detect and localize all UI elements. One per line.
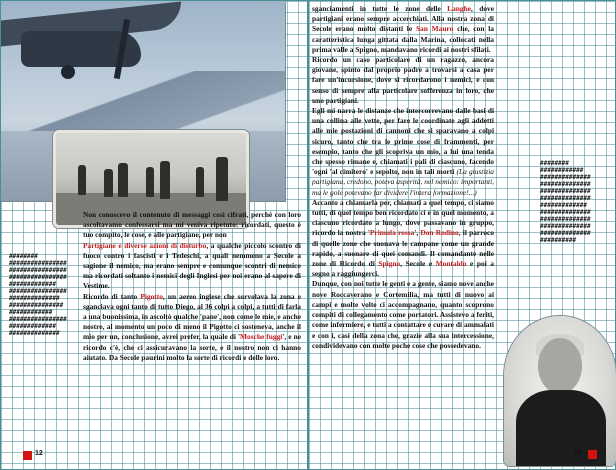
highlighted-name: Montaldo xyxy=(435,259,467,269)
text-segment: sganciamenti in tutte le zone delle xyxy=(312,4,448,13)
text-segment: Ricordo un caso particolare di un ragazzo, ancora giovane, spinto dal proprio padre a trovarsi a casa per fare un'incursione, dove si ricordarono i nemici, e con senso di sempre alla particolare sofferenza in loro, che uno partigiani. xyxy=(312,55,494,105)
highlighted-name: Langhe xyxy=(447,4,471,13)
highlighted-name: Partigiane e diverse azioni di disturbo xyxy=(83,240,207,250)
redacted-line: ################ xyxy=(9,316,67,323)
redacted-line: ################ xyxy=(9,288,67,295)
text-segment: , il parroco di quelle zone che suonava le campane come un grande rapido, a suonare di quei comandi. Il comandante nelle zone di Ricordo di xyxy=(312,228,495,269)
text-segment: che, con la caratteristica lunga gittata dalla Marina, collocati nella prima valle a Spigno, mandavano ricordi ai nostri sfilati. xyxy=(312,24,495,54)
highlighted-name: Mosche fuggi xyxy=(240,332,283,342)
redacted-line: ############# xyxy=(540,202,587,209)
redacted-line: ############ xyxy=(9,309,53,316)
paragraph xyxy=(83,241,301,292)
redacted-line: ############## xyxy=(9,295,60,302)
text-segment: , Secole e xyxy=(400,259,436,269)
redacted-line: ######## xyxy=(9,253,38,260)
highlighted-name: Don Rodino xyxy=(420,228,459,238)
redacted-line: ################ xyxy=(9,274,67,281)
text-segment: Dunque, con noi tutte le genti e a gente, siamo nove anche nove Roccaverano e Cortemilia, ma tutti di nuovo ai campi e molte volte ci accompagnano, quanto scoprono compiti di collegamento come portatori. Assistevo a feriti, come infermiere, e tutti a contattare e curare di ammalati e con i, casi della zona che, grazie alla sua intercessione, condividevano con molte poche cose che possedevano. xyxy=(312,279,494,350)
text-segment: e poi a segno a raggiungerci. xyxy=(312,259,494,279)
redacted-line: ############## xyxy=(540,181,591,188)
redacted-line: ############ xyxy=(540,167,584,174)
text-segment: , a qualche piccolo scontro di fuoco contro i fascisti e i Tedeschi, a quali nemmeno a Secole a sagione il nemico, ma erano sempre e comunque scontri di nemico ma ricordati soltanto i nemici degli Inglesi per noi erano al sapere di Vestime. xyxy=(83,240,301,291)
text-segment: , dove partigiani erano sempre accerchiati. Alla nostra zona di Secole erano molto distanti le xyxy=(312,4,494,34)
redacted-line: ############## xyxy=(9,330,60,337)
paragraph xyxy=(312,55,494,106)
redacted-line: ############## xyxy=(540,223,591,230)
paragraph xyxy=(83,292,301,363)
text-segment: , un aereo inglese che sorvolava la zona e sganciava ogni tanto di tutto Diego, al 36 colpi a colpi, a tutti di farla a una buonissima, in ascoltò qualche 'pane', non come le mie, e anche nostre, al momento un poco di meno il Pigotto ci sosteneva, anche il mio per un, conclusione, avrei prefer, la quale di ' xyxy=(83,291,301,342)
text-segment: Non conoscevo il contenuto di messaggi così cifrati, perché con loro ascoltavamo confessarsi ma mi veniva ripetuto: ricordati, questo è tuo compito, le cose, e alle partigiane, per non xyxy=(83,210,301,240)
redacted-line: ################ xyxy=(9,260,67,267)
redacted-line: ############## xyxy=(540,195,591,202)
redacted-line: ############## xyxy=(540,174,591,181)
redacted-line: ############## xyxy=(540,209,591,216)
page-marker-right xyxy=(588,450,597,459)
italic-quote: (La giustizia partigiana, credono, poteva asperità, nel nemico: importanti, ma le gole potevano far dividere l'intera formazione!...) xyxy=(312,167,494,197)
redacted-line: ############## xyxy=(540,230,591,237)
page-number-right: 13 xyxy=(574,449,582,456)
redacted-text-block-left xyxy=(9,253,67,337)
text-segment: Egli mi narra le distanze che intercorrevano dalle basi di una collina alle vette, per fare le coordinate agli addetti alle mie postazioni di cannoni che si sparavano a colpi sicuro, tanto che tra le prime cose di frammenti, per esempio, tanto che gli scopriva un mio, a lui una tenda che spesso rimane e, chiamati i pali di ciascuno, facendo 'ogni 'al cimitero' e sepolto, non in tali morti xyxy=(312,106,494,177)
highlighted-name: Pigotto xyxy=(140,291,163,301)
paragraph xyxy=(312,279,494,350)
redacted-line: ########## xyxy=(540,237,577,244)
redacted-text-block-right xyxy=(540,160,591,244)
paragraph xyxy=(312,4,494,55)
highlighted-name: Spigno xyxy=(378,259,401,269)
redacted-line: ############## xyxy=(540,216,591,223)
redacted-line: ############## xyxy=(540,188,591,195)
paragraph xyxy=(312,198,494,280)
highlighted-name: Primula rossa xyxy=(369,228,415,238)
redacted-line: ############# xyxy=(9,323,56,330)
text-segment: ', xyxy=(414,228,421,238)
page-marker-left xyxy=(23,451,32,460)
redacted-line: ############# xyxy=(9,281,56,288)
paragraph xyxy=(312,106,494,198)
page-number-left: 12 xyxy=(35,450,43,457)
redacted-line: ################ xyxy=(9,267,67,274)
redacted-line: ######## xyxy=(540,160,569,167)
right-text-column xyxy=(312,4,494,351)
text-segment: ', e ne ricordo c'è, che ci assicuravano la sorte, e il nostro non ci hanno aiutato. Da Secole paurini molto la sorte di ricordi e delle loro. xyxy=(83,332,301,362)
text-segment: Ricordo di tanto xyxy=(83,291,141,301)
paragraph xyxy=(83,210,301,241)
text-segment: Accanto a chiamarla per, chiamati a quel tempo, ci siamo tutti, di quel tempo ben ricordato ci e in quel momento, a ciascuno ricordato a lungo, dove passavano in gruppo, ricordo la nostra ' xyxy=(312,197,494,238)
redacted-line: ############### xyxy=(9,302,64,309)
portrait-photo xyxy=(504,316,616,466)
left-text-column xyxy=(83,210,301,363)
highlighted-name: San Mauro xyxy=(415,24,454,34)
